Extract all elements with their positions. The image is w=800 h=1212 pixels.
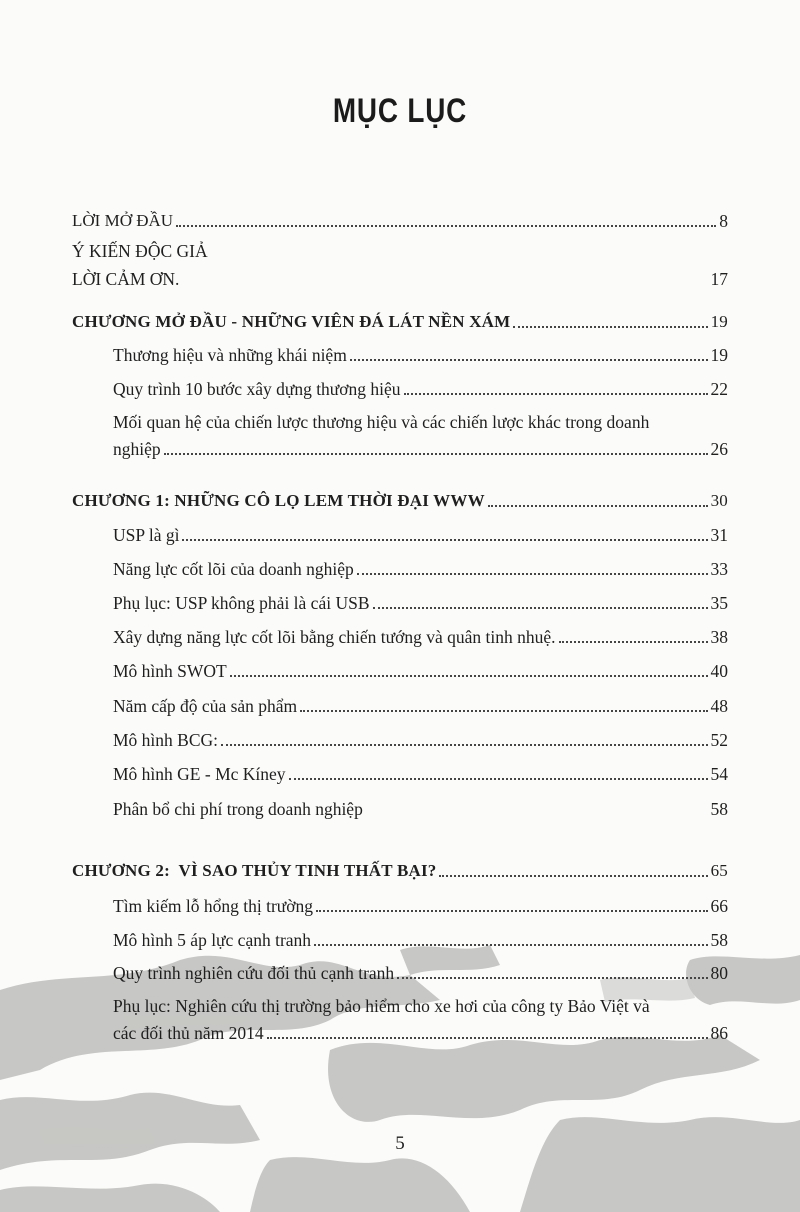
toc-entry-title: Phụ lục: Nghiên cứu thị trường bảo hiểm cho xe hơi của công ty Bảo Việt và <box>113 996 650 1016</box>
toc-entry-loi-mo-dau[interactable] <box>72 210 728 232</box>
toc-entry-page: 86 <box>710 1023 728 1043</box>
toc-entry-title: Mô hình SWOT <box>113 661 227 681</box>
toc-entry-title: Xây dựng năng lực cốt lõi bằng chiến tướng và quân tinh nhuệ. <box>113 627 556 647</box>
toc-entry-title: Mô hình BCG: <box>113 730 219 750</box>
dot-leader <box>289 778 708 780</box>
dot-leader <box>230 675 708 677</box>
toc-entry-title: Mô hình 5 áp lực cạnh tranh <box>113 930 312 950</box>
dot-leader <box>488 505 708 507</box>
toc-entry-title: CHƯƠNG 1: NHỮNG CÔ LỌ LEM THỜI ĐẠI WWW <box>72 491 485 510</box>
toc-entry-usp[interactable] <box>113 524 728 546</box>
toc-entry-page: 48 <box>710 696 728 716</box>
dot-leader <box>267 1037 708 1039</box>
toc-entry-page: 17 <box>710 269 728 289</box>
toc-entry-y-kien-doc-gia[interactable] <box>72 240 728 262</box>
dot-leader <box>182 539 707 541</box>
dot-leader <box>300 710 707 712</box>
dot-leader <box>164 453 708 455</box>
toc-entry-page: 65 <box>710 861 728 880</box>
toc-entry-title: LỜI MỞ ĐẦU <box>72 211 174 230</box>
toc-entry-title: Tìm kiếm lỗ hổng thị trường <box>113 896 314 916</box>
toc-entry-title: Phân bổ chi phí trong doanh nghiệp <box>113 799 363 819</box>
toc-entry-title: Quy trình 10 bước xây dựng thương hiệu <box>113 379 401 399</box>
toc-entry-lo-hong-thi-truong[interactable] <box>113 895 728 917</box>
toc-entry-moi-quan-he[interactable] <box>113 411 728 460</box>
toc-entry-quy-trinh-10-buoc[interactable] <box>113 378 728 400</box>
toc-entry-page: 31 <box>710 525 728 545</box>
toc-entry-page: 22 <box>710 379 728 399</box>
toc-entry-page: 40 <box>710 661 728 681</box>
toc-entry-page: 19 <box>710 312 728 331</box>
toc-entry-nang-luc-cot-loi[interactable] <box>113 558 728 580</box>
toc-entry-title: Ý KIẾN ĐỘC GIẢ <box>72 241 208 261</box>
toc-entry-title-continued: nghiệp <box>113 439 161 459</box>
toc-entry-page: 80 <box>710 963 728 983</box>
toc-entry-title: Năng lực cốt lõi của doanh nghiệp <box>113 559 354 579</box>
toc-entry-title: Năm cấp độ của sản phẩm <box>113 696 298 716</box>
toc-entry-title: LỜI CẢM ƠN. <box>72 269 180 289</box>
toc-entry-page: 30 <box>710 491 728 510</box>
toc-entry-doi-thu-canh-tranh[interactable] <box>113 962 728 984</box>
dot-leader <box>439 875 707 877</box>
dot-leader <box>404 393 708 395</box>
dot-leader <box>176 225 716 227</box>
dot-leader <box>513 326 707 328</box>
toc-entry-page: 38 <box>710 627 728 647</box>
dot-leader <box>350 359 708 361</box>
toc-entry-page: 52 <box>710 730 728 750</box>
toc-entry-title: Phụ lục: USP không phải là cái USB <box>113 593 370 613</box>
toc-entry-page: 33 <box>710 559 728 579</box>
toc-entry-loi-cam-on[interactable] <box>72 268 728 290</box>
toc-entry-page: 19 <box>710 345 728 365</box>
toc-entry-title: Mô hình GE - Mc Kíney <box>113 764 286 784</box>
toc-chapter-2[interactable] <box>72 860 728 882</box>
dot-leader <box>559 641 708 643</box>
toc-entry-phan-bo-chi-phi[interactable] <box>113 798 728 820</box>
toc-entry-page: 58 <box>710 930 728 950</box>
toc-entry-page: 66 <box>710 896 728 916</box>
toc-entry-title: Thương hiệu và những khái niệm <box>113 345 347 365</box>
toc-chapter-mo-dau[interactable] <box>72 311 728 333</box>
toc-entry-page: 58 <box>710 799 728 819</box>
toc-entry-xay-dung-nang-luc[interactable] <box>113 626 728 648</box>
toc-entry-title: Mối quan hệ của chiến lược thương hiệu và các chiến lược khác trong doanh <box>113 412 650 432</box>
toc-entry-page: 26 <box>710 439 728 459</box>
toc-entry-nam-cap-do[interactable] <box>113 695 728 717</box>
dot-leader <box>373 607 708 609</box>
toc-entry-5-ap-luc[interactable] <box>113 929 728 951</box>
toc-entry-title: CHƯƠNG 2: VÌ SAO THỦY TINH THẤT BẠI? <box>72 861 437 880</box>
toc-entry-page: 8 <box>719 211 728 231</box>
toc-entry-ge-mckiney[interactable] <box>113 763 728 785</box>
toc-entry-title: USP là gì <box>113 525 180 545</box>
dot-leader <box>397 977 707 979</box>
toc-entry-page: 54 <box>710 764 728 784</box>
toc-entry-phu-luc-bao-viet[interactable] <box>113 995 728 1044</box>
dot-leader <box>314 944 707 946</box>
toc-entry-swot[interactable] <box>113 660 728 682</box>
toc-entry-thuong-hieu[interactable] <box>113 344 728 366</box>
dot-leader <box>316 910 707 912</box>
toc-entry-title: CHƯƠNG MỞ ĐẦU - NHỮNG VIÊN ĐÁ LÁT NỀN XÁM <box>72 312 511 331</box>
toc-chapter-1[interactable] <box>72 490 728 512</box>
toc-entry-page: 35 <box>710 593 728 613</box>
dot-leader <box>357 573 708 575</box>
dot-leader <box>221 744 707 746</box>
toc-entry-title-continued: các đối thủ năm 2014 <box>113 1023 264 1043</box>
page-title: MỤC LỤC <box>332 92 468 130</box>
page-number: 5 <box>395 1133 405 1154</box>
toc-entry-bcg[interactable] <box>113 729 728 751</box>
toc-entry-title: Quy trình nghiên cứu đối thủ cạnh tranh <box>113 963 395 983</box>
toc-entry-phu-luc-usp[interactable] <box>113 592 728 614</box>
